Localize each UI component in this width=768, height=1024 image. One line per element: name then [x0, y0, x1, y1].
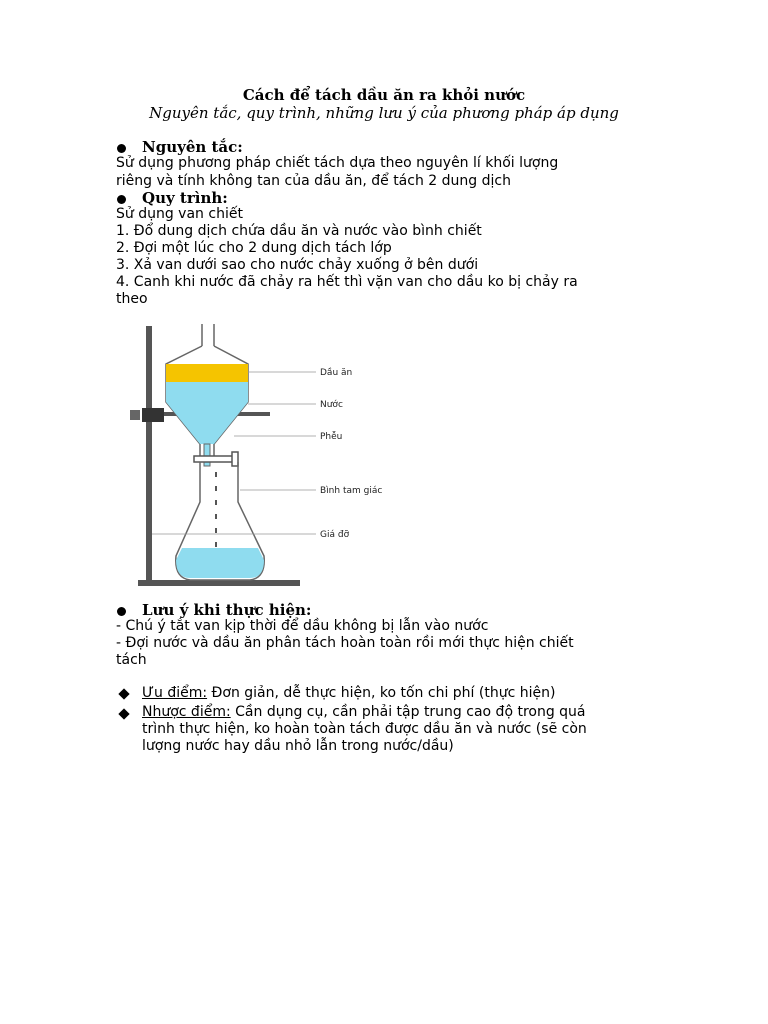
- stopcock-icon: [194, 456, 234, 462]
- label-oil: Dầu ăn: [320, 368, 353, 378]
- drop: [215, 542, 217, 547]
- process-heading: Quy trình:: [142, 189, 228, 207]
- page-title: Cách để tách dầu ăn ra khỏi nước: [242, 86, 526, 104]
- notes-line-3: tách: [116, 652, 147, 668]
- cons-text: Cần dụng cụ, cần phải tập trung cao độ trong quá: [230, 704, 586, 720]
- stopcock-handle: [232, 452, 238, 466]
- principle-line-2: riêng và tính không tan của dầu ăn, để tách 2 dung dịch: [116, 173, 511, 189]
- drop: [215, 472, 217, 477]
- drop: [215, 500, 217, 505]
- drop: [215, 486, 217, 491]
- diamond-bullet-icon: [118, 688, 129, 699]
- bullet-icon: [117, 195, 126, 204]
- page-subtitle: Nguyên tắc, quy trình, những lưu ý của phương pháp áp dụng: [149, 104, 619, 122]
- diamond-bullet-icon: [118, 708, 129, 719]
- cons-line-3: lượng nước hay dầu nhỏ lẫn trong nước/dầu): [142, 738, 454, 754]
- label-funnel: Phễu: [320, 432, 343, 442]
- pros-text: Đơn giản, dễ thực hiện, ko tốn chi phí (thực hiện): [207, 685, 556, 701]
- principle-line-1: Sử dụng phương pháp chiết tách dựa theo nguyên lí khối lượng: [116, 155, 559, 171]
- label-stand: Giá đỡ: [320, 530, 350, 540]
- notes-line-2: - Đợi nước và dầu ăn phân tách hoàn toàn rồi mới thực hiện chiết: [116, 635, 574, 651]
- stand-rod: [146, 326, 152, 584]
- bullet-icon: [117, 607, 126, 616]
- funnel-water: [166, 382, 248, 444]
- clamp-screw: [130, 410, 140, 420]
- process-step-4-cont: theo: [116, 291, 148, 307]
- funnel-neck: [202, 324, 214, 346]
- process-step-1: 1. Đổ dung dịch chứa dầu ăn và nước vào bình chiết: [116, 223, 482, 239]
- pros-line: [142, 685, 555, 701]
- drop: [215, 528, 217, 533]
- process-step-4: 4. Canh khi nước đã chảy ra hết thì vặn van cho dầu ko bị chảy ra: [116, 274, 578, 290]
- notes-line-1: - Chú ý tắt van kịp thời để dầu không bị lẫn vào nước: [116, 618, 489, 634]
- process-step-2: 2. Đợi một lúc cho 2 dung dịch tách lớp: [116, 240, 392, 256]
- stand-base: [138, 580, 300, 586]
- cons-label: Nhược điểm:: [142, 704, 231, 720]
- cons-line-2: trình thực hiện, ko hoàn toàn tách được dầu ăn và nước (sẽ còn: [142, 721, 587, 737]
- separatory-funnel-diagram: [130, 316, 420, 600]
- cons-line: [142, 704, 586, 720]
- drop: [215, 514, 217, 519]
- process-step-3: 3. Xả van dưới sao cho nước chảy xuống ở bên dưới: [116, 257, 479, 273]
- clamp-knob: [142, 408, 164, 422]
- flask-water: [176, 548, 264, 578]
- oil-layer: [166, 364, 248, 382]
- label-water: Nước: [320, 400, 343, 410]
- bullet-icon: [117, 144, 126, 153]
- label-flask: Bình tam giác: [320, 486, 383, 496]
- process-line-1: Sử dụng van chiết: [116, 206, 243, 222]
- notes-heading: Lưu ý khi thực hiện:: [142, 601, 312, 619]
- principle-heading: Nguyên tắc:: [142, 138, 243, 156]
- pros-label: Ưu điểm:: [142, 685, 208, 701]
